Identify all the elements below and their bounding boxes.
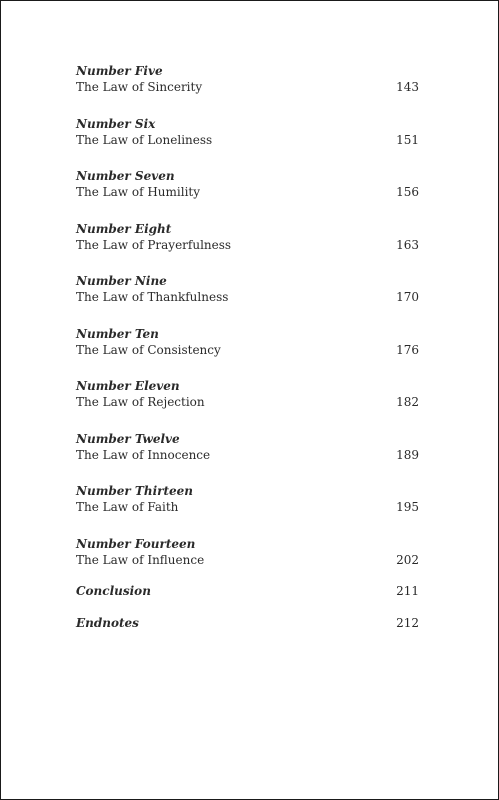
entry-title: The Law of Humility — [76, 185, 201, 199]
entry-page-number: 163 — [396, 238, 419, 252]
entry-row — [76, 499, 419, 515]
entry-row — [76, 237, 419, 253]
entry-row — [76, 132, 419, 148]
entry-page-number: 189 — [396, 448, 419, 462]
toc-entry-eleven — [76, 378, 419, 410]
toc-entry-ten — [76, 326, 419, 358]
toc-entry-conclusion — [76, 583, 419, 599]
entry-title: The Law of Influence — [76, 553, 205, 567]
entry-page-number: 156 — [396, 185, 419, 199]
entry-page-number: 170 — [396, 290, 419, 304]
entry-row — [76, 552, 419, 568]
toc-entry-five — [76, 63, 419, 95]
entry-page-number: 212 — [396, 616, 419, 630]
entry-title: The Law of Prayerfulness — [76, 238, 232, 252]
entry-title: The Law of Consistency — [76, 343, 221, 357]
toc-entry-eight — [76, 221, 419, 253]
entry-title: The Law of Innocence — [76, 448, 211, 462]
entry-number: Number Ten — [76, 327, 159, 341]
entry-row — [76, 615, 419, 631]
entry-page-number: 176 — [396, 343, 419, 357]
entry-number: Number Thirteen — [76, 484, 193, 498]
entry-number: Number Seven — [76, 169, 175, 183]
entry-page-number: 151 — [396, 133, 419, 147]
entry-label: Endnotes — [76, 616, 139, 630]
toc-entry-thirteen — [76, 483, 419, 515]
entry-row — [76, 394, 419, 410]
entry-page-number: 182 — [396, 395, 419, 409]
toc-entry-twelve — [76, 431, 419, 463]
toc-entry-nine — [76, 273, 419, 305]
entry-number: Number Fourteen — [76, 537, 196, 551]
entry-title: The Law of Sincerity — [76, 80, 203, 94]
entry-row — [76, 447, 419, 463]
toc-entry-endnotes — [76, 615, 419, 631]
entry-number: Number Twelve — [76, 432, 180, 446]
toc-entry-seven — [76, 168, 419, 200]
entry-title: The Law of Faith — [76, 500, 179, 514]
entry-row — [76, 184, 419, 200]
entry-page-number: 143 — [396, 80, 419, 94]
entry-row — [76, 289, 419, 305]
entry-row — [76, 79, 419, 95]
entry-number: Number Eleven — [76, 379, 180, 393]
entry-page-number: 211 — [396, 584, 419, 598]
entry-label: Conclusion — [76, 584, 151, 598]
entry-title: The Law of Loneliness — [76, 133, 213, 147]
entry-number: Number Five — [76, 64, 163, 78]
entry-row — [76, 342, 419, 358]
entry-page-number: 195 — [396, 500, 419, 514]
entry-number: Number Nine — [76, 274, 167, 288]
toc-entry-six — [76, 116, 419, 148]
entry-number: Number Six — [76, 117, 156, 131]
entry-row — [76, 583, 419, 599]
toc-entry-fourteen — [76, 536, 419, 568]
entry-number: Number Eight — [76, 222, 172, 236]
entry-page-number: 202 — [396, 553, 419, 567]
entry-title: The Law of Thankfulness — [76, 290, 229, 304]
entry-title: The Law of Rejection — [76, 395, 205, 409]
